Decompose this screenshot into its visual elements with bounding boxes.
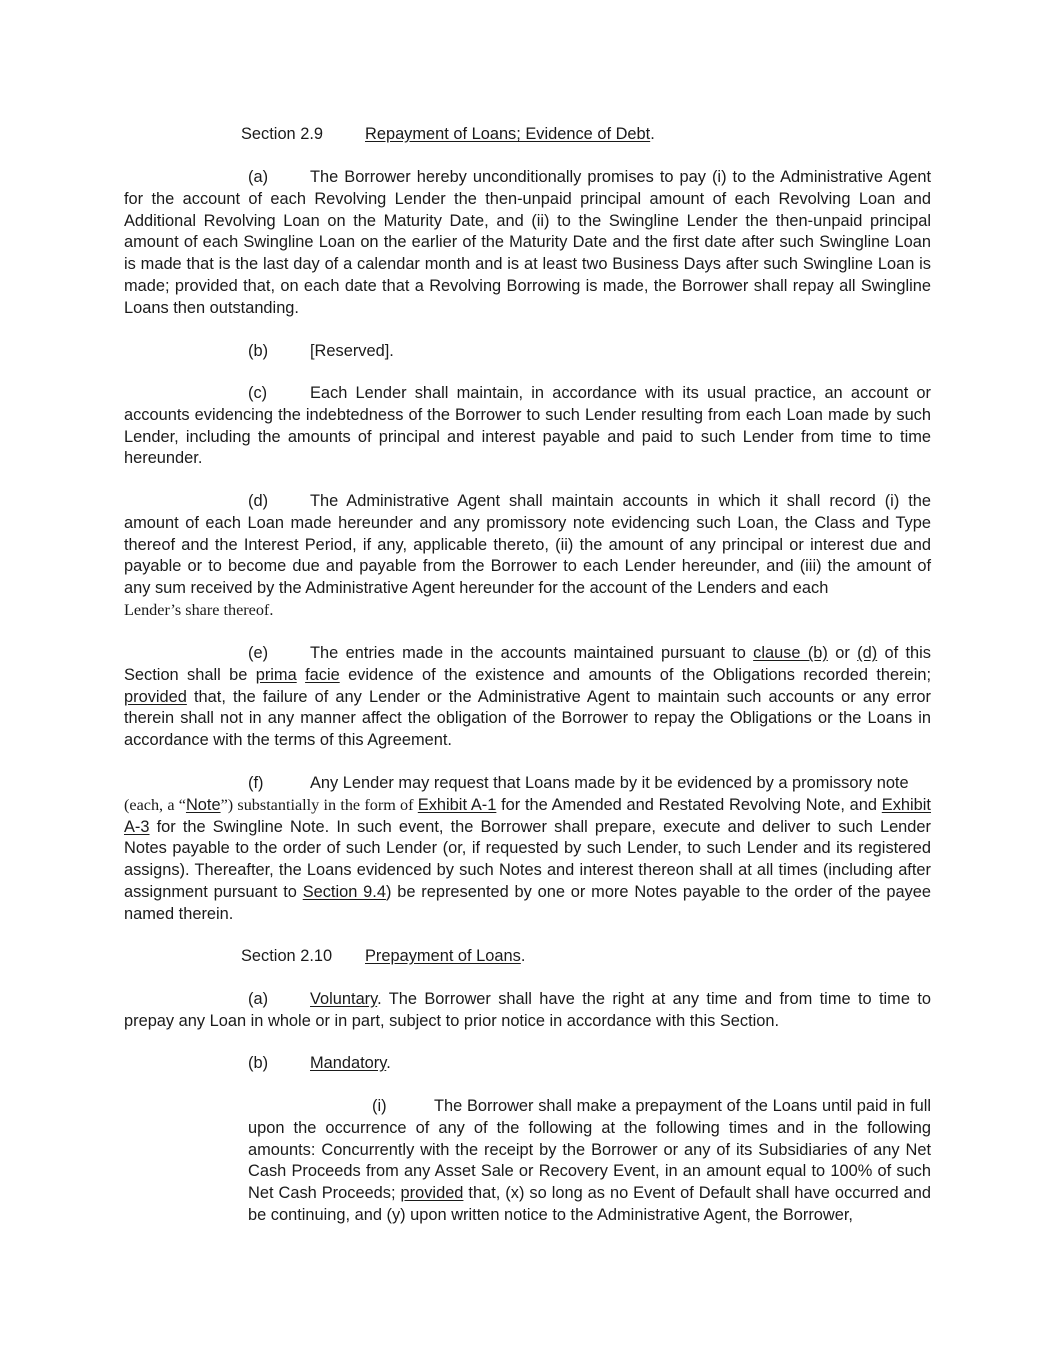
paragraph-text: (each, a “ (124, 795, 186, 814)
paragraph-label: (b) (248, 342, 269, 360)
facie-term: facie (305, 665, 340, 684)
paragraph-2-9-d (124, 491, 931, 622)
paragraph-label: (e) (248, 644, 269, 662)
paragraph-2-9-b (124, 341, 931, 363)
paragraph-label: (b) (248, 1054, 269, 1072)
paragraph-2-10-b (124, 1053, 931, 1075)
paragraph-2-9-f (124, 773, 931, 926)
section-2-9-heading (241, 124, 655, 146)
voluntary-heading: Voluntary (310, 990, 378, 1008)
paragraph-text: The Borrower hereby unconditionally promises to pay (i) to the Administrative Agent for the account of each Revolving Lender the then-unpaid principal amount of each Revolving Loan and Additional Revolving Loan on the Maturity Date, and (ii) to the Swingline Lender the then-unpaid principal amount of each Swingline Loan on the earlier of the Maturity Date and the first date after such Swingline Loan is made that is the last day of a calendar month and is at least two Business Days after such Swingline Loan is made; provided that, on each date that a Revolving Borrowing is made, the Borrower shall repay all Swingline Loans then outstanding. (124, 168, 931, 317)
paragraph-text: . (386, 1054, 391, 1072)
paragraph-text: [Reserved]. (310, 342, 394, 360)
section-title-period: . (520, 947, 526, 965)
paragraph-text: that, (x) so long as no Event of Default shall have occurred and be continuing, and (y) upon written notice to the Administrative Agent, the Borrower, (248, 1184, 932, 1224)
note-term: Note (185, 795, 221, 814)
paragraph-text: for the Swingline Note. In such event, the Borrower shall prepare, execute and deliver to such Lender Notes payable to the order of such Lender (or, if requested by such Lender, to such Lender and its registered assigns). Thereafter, the Loans evidenced by such Notes and interest thereon shall at all times (including after assignment pursuant to (124, 817, 931, 901)
paragraph-text: Each Lender shall maintain, in accordance with its usual practice, an account or accounts evidencing the indebtedness of the Borrower to such Lender resulting from each Loan made by such Lender, including the amounts of principal and interest payable and paid to such Lender from time to time hereunder. (124, 384, 931, 468)
section-2-10-heading (241, 946, 525, 968)
prima-term: prima (255, 665, 297, 684)
paragraph-text: The Administrative Agent shall maintain accounts in which it shall record (i) the amount of each Loan made hereunder and any promissory note evidencing such Loan, the Class and Type thereof and the Interest Period, if any, applicable thereto, (ii) the amount of any principal or interest due and payable or to become due and payable from the Borrower to each Lender hereunder, and (iii) the amount of any sum received by the Administrative Agent hereunder for the account of the Lenders and each (124, 492, 931, 598)
paragraph-text-tail: Lender’s share thereof. (124, 600, 274, 619)
paragraph-2-10-b-i (248, 1096, 931, 1227)
paragraph-label: (c) (248, 384, 268, 402)
paragraph-text: The entries made in the accounts maintained pursuant to (310, 644, 754, 662)
paragraph-label: (i) (372, 1097, 387, 1115)
paragraph-2-9-c (124, 383, 931, 470)
section-number: Section 2.10 (241, 947, 333, 965)
paragraph-text: of this Section shall be (124, 644, 931, 684)
paragraph-label: (f) (248, 774, 264, 792)
paragraph-text: ”) substantially in the form of (220, 795, 418, 814)
paragraph-label: (d) (248, 492, 269, 510)
paragraph-label: (a) (248, 990, 269, 1008)
paragraph-text (297, 666, 305, 684)
paragraph-text: ) be represented by one or more Notes payable to the order of the payee named therein. (124, 882, 931, 923)
provided-term: provided (400, 1184, 464, 1203)
paragraph-text: Any Lender may request that Loans made by it be evidenced by a promissory note (310, 774, 909, 792)
paragraph-text: for the Amended and Restated Revolving Note, and (496, 795, 882, 814)
section-number: Section 2.9 (241, 125, 324, 143)
paragraph-2-9-a (124, 167, 931, 320)
mandatory-heading: Mandatory (310, 1054, 387, 1072)
paragraph-text: that, the failure of any Lender or the Administrative Agent to maintain such accounts or any error therein shall not in any manner affect the obligation of the Borrower to repay the Obligations or the Loans in accordance with the terms of this Agreement. (124, 687, 931, 750)
clause-d-link[interactable]: (d) (857, 644, 878, 662)
paragraph-text: . The Borrower shall have the right at any time and from time to time to prepay any Loan in whole or in part, subject to prior notice in accordance with this Section. (124, 990, 931, 1030)
paragraph-label: (a) (248, 168, 269, 186)
section-9-4-link[interactable]: Section 9.4 (302, 882, 386, 901)
exhibit-a-3-link[interactable]: Exhibit A-3 (124, 795, 931, 836)
paragraph-2-9-e (124, 643, 931, 752)
exhibit-a-1-link[interactable]: Exhibit A-1 (417, 795, 497, 814)
paragraph-text: The Borrower shall make a prepayment of the Loans until paid in full upon the occurrence of any of the following at the following times and in the following amounts: Concurrently with the receipt by the Borrower or any of its Subsidiaries of any Net Cash Proceeds from any Asset Sale or Recovery Event, in an amount equal to 100% of such Net Cash Proceeds; (248, 1097, 931, 1203)
section-title: Prepayment of Loans (365, 947, 521, 965)
paragraph-text: evidence of the existence and amounts of the Obligations recorded therein; (339, 665, 932, 684)
provided-term: provided (124, 687, 187, 706)
section-title-period: . (650, 125, 655, 143)
clause-b-link[interactable]: clause (b) (753, 644, 828, 662)
paragraph-text: or (827, 644, 858, 662)
paragraph-2-10-a (124, 989, 931, 1033)
section-title: Repayment of Loans; Evidence of Debt (365, 125, 651, 143)
